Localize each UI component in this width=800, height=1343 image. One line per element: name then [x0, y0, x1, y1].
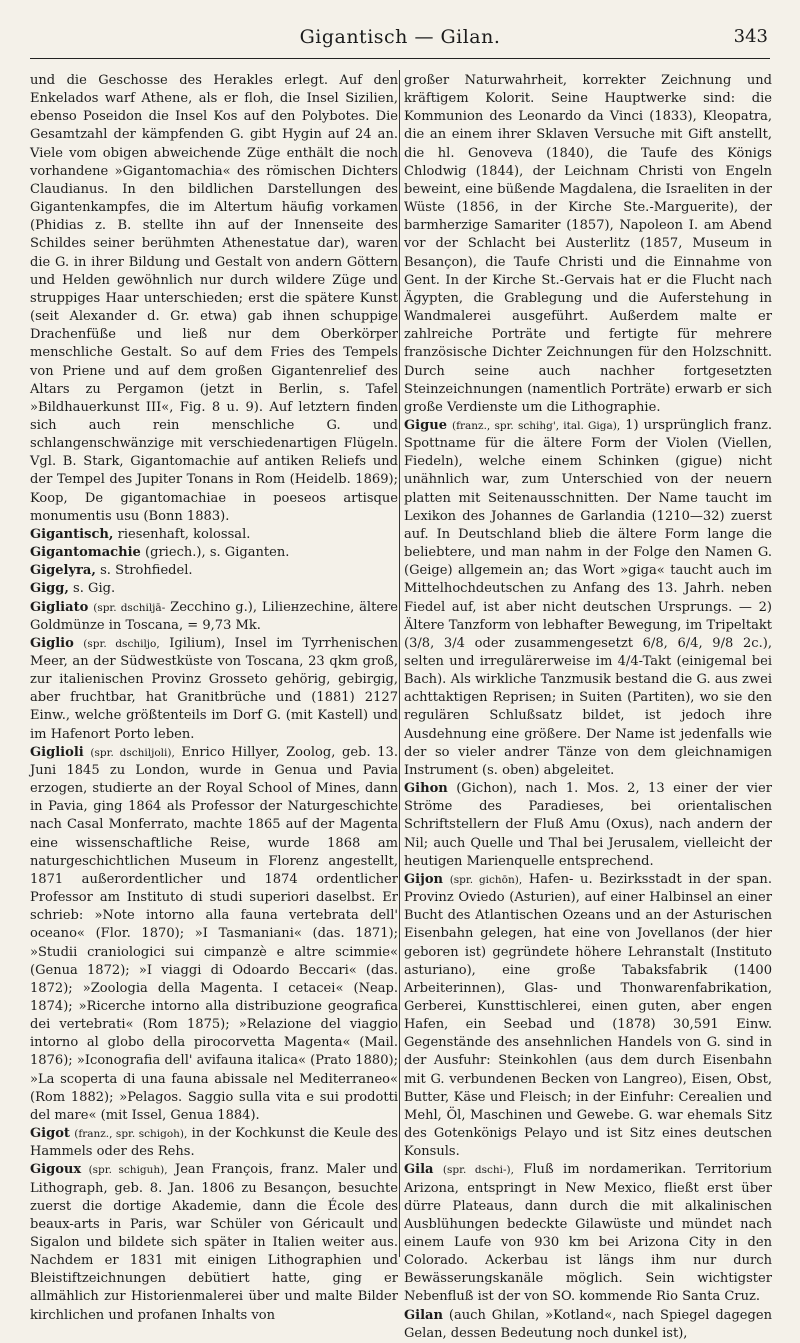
entry-headword: Gigg,: [30, 581, 69, 597]
dictionary-entry: [404, 1161, 772, 1306]
entry-pronunciation: (spr. dschiljā-: [93, 601, 166, 614]
page-title: Gigantisch — Gilan.: [299, 26, 501, 48]
entry-headword: Gigantomachie: [30, 545, 141, 561]
entry-pronunciation: (spr. dschi-),: [442, 1164, 514, 1177]
entry-text: Zecchino g.), Liliенzechine, ältere Goldmünze in Toscana, = 9,73 Mk.: [30, 599, 398, 633]
entry-headword: Gigot: [30, 1126, 70, 1142]
entry-pronunciation: (spr. dschiljo,: [83, 637, 160, 650]
entry-text: 1) ursprünglich franz. Spottname für die ältere Form der Violen (Viellen, Fiedeln), welche einem Schinken (gigue) nicht unähnlich war, zum Unterschied von der neuern platten mit Seitenausschnitten. Der Name taucht im Lexikon des Johannes de Garlandia (1210—32) zuerst auf. In Deutschland blieb die ältere Form lange die beliebtere, und man nahm in der Folge den Namen G. (Geige) allgemein an; das Wort »giga« taucht auch im Mittelhochdeutschen zu Anfang des 13. Jahrh. neben Fiedel auf, ist aber nicht deutschen Ursprungs. — 2) Ältere Tanzform von lebhafter Bewegung, im Tripeltakt (3/8, 3/4 oder zusammengesetzt 6/8, 6/4, 9/8 2c.), selten und irregulärerweise im 4/4-Takt (einigemal bei Bach). Als wirkliche Tanzmusik bestand die G. aus zwei achttaktigen Reprisen; in Suiten (Partiten), wo sie den regulären Schlußsatz bildet, ist jedoch ihre Ausdehnung eine größere. Der Name ist jedenfalls wie der so vieler andrer Tänze von dem gleichnamigen Instrument (s. oben) abgeleitet.: [404, 417, 772, 778]
dictionary-entry: [404, 1307, 772, 1343]
dictionary-entry: [30, 599, 398, 635]
right-column: [404, 72, 773, 1341]
entry-text: riesenhaft, kolossal.: [117, 526, 251, 542]
entry-continuation: [30, 72, 398, 526]
entry-headword: Giglioli: [30, 744, 84, 760]
entry-text: Enrico Hillyer, Zoolog, geb. 13. Juni 1845 zu London, wurde in Genua und Pavia erzogen, studierte an der Royal School of Mines, dann in Pavia, ging 1864 als Professor der Naturgeschichte nach Casal Monferrato, machte 1865 auf der Magenta eine wissenschaftliche Reise, wurde 1868 am naturgeschichtlichen Museum in Florenz angestellt, 1871 außerordentlicher und 1874 ordentlicher Professor am Instituto di studi superiori daselbst. Er schrieb: »Note intorno alla fauna vertebrata dell' oceano« (Flor. 1870); »I Tasmaniani« (das. 1871); »Studii craniologici sui cimpanzè e altre scimmie« (Genua 1872); »I viaggi di Odoardo Beccari« (das. 1872); »Zoologia della Magenta. I cetacei« (Neap. 1874); »Ricerche intorno alla distribuzione geografica dei vertebrati« (Rom 1875); »Relazione del viaggio intorno al globo della pirocorvetta Magenta« (Mail. 1876); »Iconografia dell' avifauna italica« (Prato 1880); »La scoperta di una fauna abissale nel Mediterraneo« (Rom 1882); »Pelagos. Saggio sulla vita e sui prodotti del mare« (mit Issel, Genua 1884).: [30, 744, 398, 1123]
entry-headword: Gigliato: [30, 599, 89, 615]
dictionary-entry: [30, 1161, 398, 1324]
entry-headword: Giglio: [30, 635, 74, 651]
entry-pronunciation: (franz., spr. schihg', ital. Giga),: [452, 419, 621, 432]
entry-text: Igilium), Insel im Tyrrhenischen Meer, an der Südwestküste von Toscana, 23 qkm groß, zur italienischen Provinz Grosseto gehörig, gebirgig, aber fruchtbar, hat Granitbrüche und (1881) 2127 Einw., welche größtenteils im Dorf G. (mit Kastell) und im Hafenort Porto leben.: [30, 635, 399, 742]
entry-headword: Gijon: [404, 871, 444, 887]
entry-pronunciation: (spr. schiguh),: [88, 1164, 168, 1177]
entry-continuation: [404, 72, 772, 417]
dictionary-entry: [30, 744, 398, 1125]
entry-text: (griech.), s. Giganten.: [145, 545, 290, 561]
entry-text: (auch Ghilan, »Kotland«, nach Spiegel dagegen Gelan, dessen Bedeutung noch dunkel ist),: [404, 1307, 772, 1341]
entry-text: s. Strohfiedel.: [100, 563, 193, 579]
entry-text: Fluß im nordamerikan. Territorium Arizona, entspringt in New Mexico, fließt erst über dürre Plateaus, dann durch die mit alkalinischen Ausblühungen bedeckte Gilawüste und mündet nach einem Laufe von 930 km bei Arizona City in den Colorado. Ackerbau ist längs ihm nur durch Bewässerungskanäle möglich. Sein wichtigster Nebenfluß ist der von SO. kommende Rio Santa Cruz.: [404, 1162, 773, 1305]
dictionary-entry: [30, 635, 398, 744]
running-header: [30, 24, 770, 59]
dictionary-entry: [30, 526, 398, 544]
dictionary-entry: [30, 580, 398, 598]
entry-text: in der Kochkunst die Keule des Hammels oder des Rehs.: [30, 1126, 398, 1160]
entry-text: großer Naturwahrheit, korrekter Zeichnung und kräftigem Kolorit. Seine Hauptwerke sind: die Kommunion des Leonardo da Vinci (1833), Kleopatra, die an einem ihrer Sklaven Versuche mit Gift anstellt, die hl. Genoveva (1840), die Taufe des Königs Chlodwig (1844), der Leichnam Christi von Engeln beweint, eine büßende Magdalena, die Israeliten in der Wüste (1856, in der Kirche Ste.-Marguerite), der barmherzige Samariter (1857), Napoleon I. am Abend vor der Schlacht bei Austerlitz (1857, Museum in Besançon), die Taufe Christi und die Einnahme von Gent. In der Kirche St.-Gervais hat er die Flucht nach Ägypten, die Grablegung und die Auferstehung in Wandmalerei ausgeführt. Außerdem malte er zahlreiche Porträte und fertigte für mehrere französische Dichter Zeichnungen für den Holzschnitt. Durch seine auch nachher fortgesetzten Steinzeichnungen (namentlich Porträte) erwarb er sich große Verdienste um die Lithographie.: [404, 73, 772, 415]
column-divider: [399, 70, 400, 1257]
dictionary-entry: [30, 562, 398, 580]
entry-text: Jean François, franz. Maler und Lithograph, geb. 8. Jan. 1806 zu Besançon, besuchte zuerst die dortige Akademie, dann die École des beaux-arts in Paris, war Schüler von Géricault und Sigalon und bildete sich später in Italien weiter aus. Nachdem er 1831 mit einigen Lithographien und Bleistiftzeichnungen debütiert hatte, ging er allmählich zur Historienmalerei über und malte Bilder kirchlichen und profanen Inhalts von: [30, 1162, 398, 1323]
entry-headword: Gihon: [404, 781, 448, 797]
dictionary-entry: [30, 544, 398, 562]
dictionary-entry: [404, 417, 772, 780]
entry-headword: Gigantisch,: [30, 526, 114, 542]
entry-headword: Gila: [404, 1162, 434, 1178]
entry-headword: Gilan: [404, 1307, 443, 1323]
entry-pronunciation: (spr. gichōn),: [449, 873, 523, 886]
dictionary-entry: [404, 871, 772, 1162]
entry-headword: Gigoux: [30, 1162, 82, 1178]
entry-text: Hafen- u. Bezirksstadt in der span. Provinz Oviedo (Asturien), auf einer Halbinsel an einer Bucht des Atlantischen Ozeans und an der Asturischen Eisenbahn gelegen, hat eine von Jovellanos (der hier geboren ist) gegründete höhere Lehranstalt (Instituto asturiano), eine große Tabaksfabrik (1400 Arbeiterinnen), Glas- und Thonwarenfabrikation, Gerberei, Kunsttischlerei, einen guten, aber engen Hafen, ein Seebad und (1878) 30,591 Einw. Gegenstände des ansehnlichen Handels von G. sind in der Ausfuhr: Steinkohlen (aus dem durch Eisenbahn mit G. verbundenen Becken von Langreo), Eisen, Obst, Butter, Käse und Fleisch; in der Einfuhr: Cerealien und Mehl, Öl, Maschinen und Gewebe. G. war ehemals Sitz des Gotenkönigs Pelayo und ist Sitz eines deutschen Konsuls.: [404, 871, 772, 1160]
dictionary-entry: [404, 780, 772, 871]
entry-text: (Gichon), nach 1. Mos. 2, 13 einer der vier Ströme des Paradieses, bei orientalischen Schriftstellern der Fluß Amu (Oxus), nach andern der Nil; auch Quelle und Thal bei Jerusalem, vielleicht der heutigen Marienquelle entsprechend.: [404, 781, 772, 869]
entry-pronunciation: (spr. dschiljoli),: [90, 746, 175, 759]
entry-text: und die Geschosse des Herakles erlegt. Auf den Enkelados warf Athene, als er floh, die Insel Sizilien, ebenso Poseidon die Insel Kos auf den Polybotes. Die Gesamtzahl der kämpfenden G. gibt Hygin auf 24 an. Viele vom obigen abweichende Züge enthält die noch vorhandene »Gigantomachia« des römischen Dichters Claudianus. In den bildlichen Darstellungen des Gigantenkampfes, die im Altertum häufig vorkamen (Phidias z. B. stellte ihn auf der Innenseite des Schildes seiner berühmten Athenestatue dar), waren die G. in ihrer Bildung und Gestalt von andern Göttern und Helden gewöhnlich nur durch wildere Züge und struppiges Haar unterschieden; erst die spätere Kunst (seit Alexander d. Gr. etwa) gab ihnen schuppige Drachenfüße und ließ nur dem Oberkörper menschliche Gestalt. So auf dem Fries des Tempels von Priene und auf dem großen Gigantenrelief des Altars zu Pergamon (jetzt in Berlin, s. Tafel »Bildhauerkunst III«, Fig. 8 u. 9). Auf letztern finden sich auch rein menschliche G. und schlangenschwänzige mit verschiedenartigen Flügeln. Vgl. B. Stark, Gigantomachie auf antiken Reliefs und der Tempel des Jupiter Tonans in Rom (Heidelb. 1869); Koop, De gigantomachiae in poeseos artisque monumentis usu (Bonn 1883).: [30, 73, 398, 524]
entry-pronunciation: (franz., spr. schigoh),: [74, 1128, 188, 1141]
entry-headword: Gigue: [404, 417, 448, 433]
entry-headword: Gigelyra,: [30, 563, 96, 579]
entry-text: s. Gig.: [73, 581, 116, 597]
left-column: [30, 72, 399, 1323]
dictionary-entry: [30, 1125, 398, 1161]
page-number: 343: [733, 26, 768, 47]
